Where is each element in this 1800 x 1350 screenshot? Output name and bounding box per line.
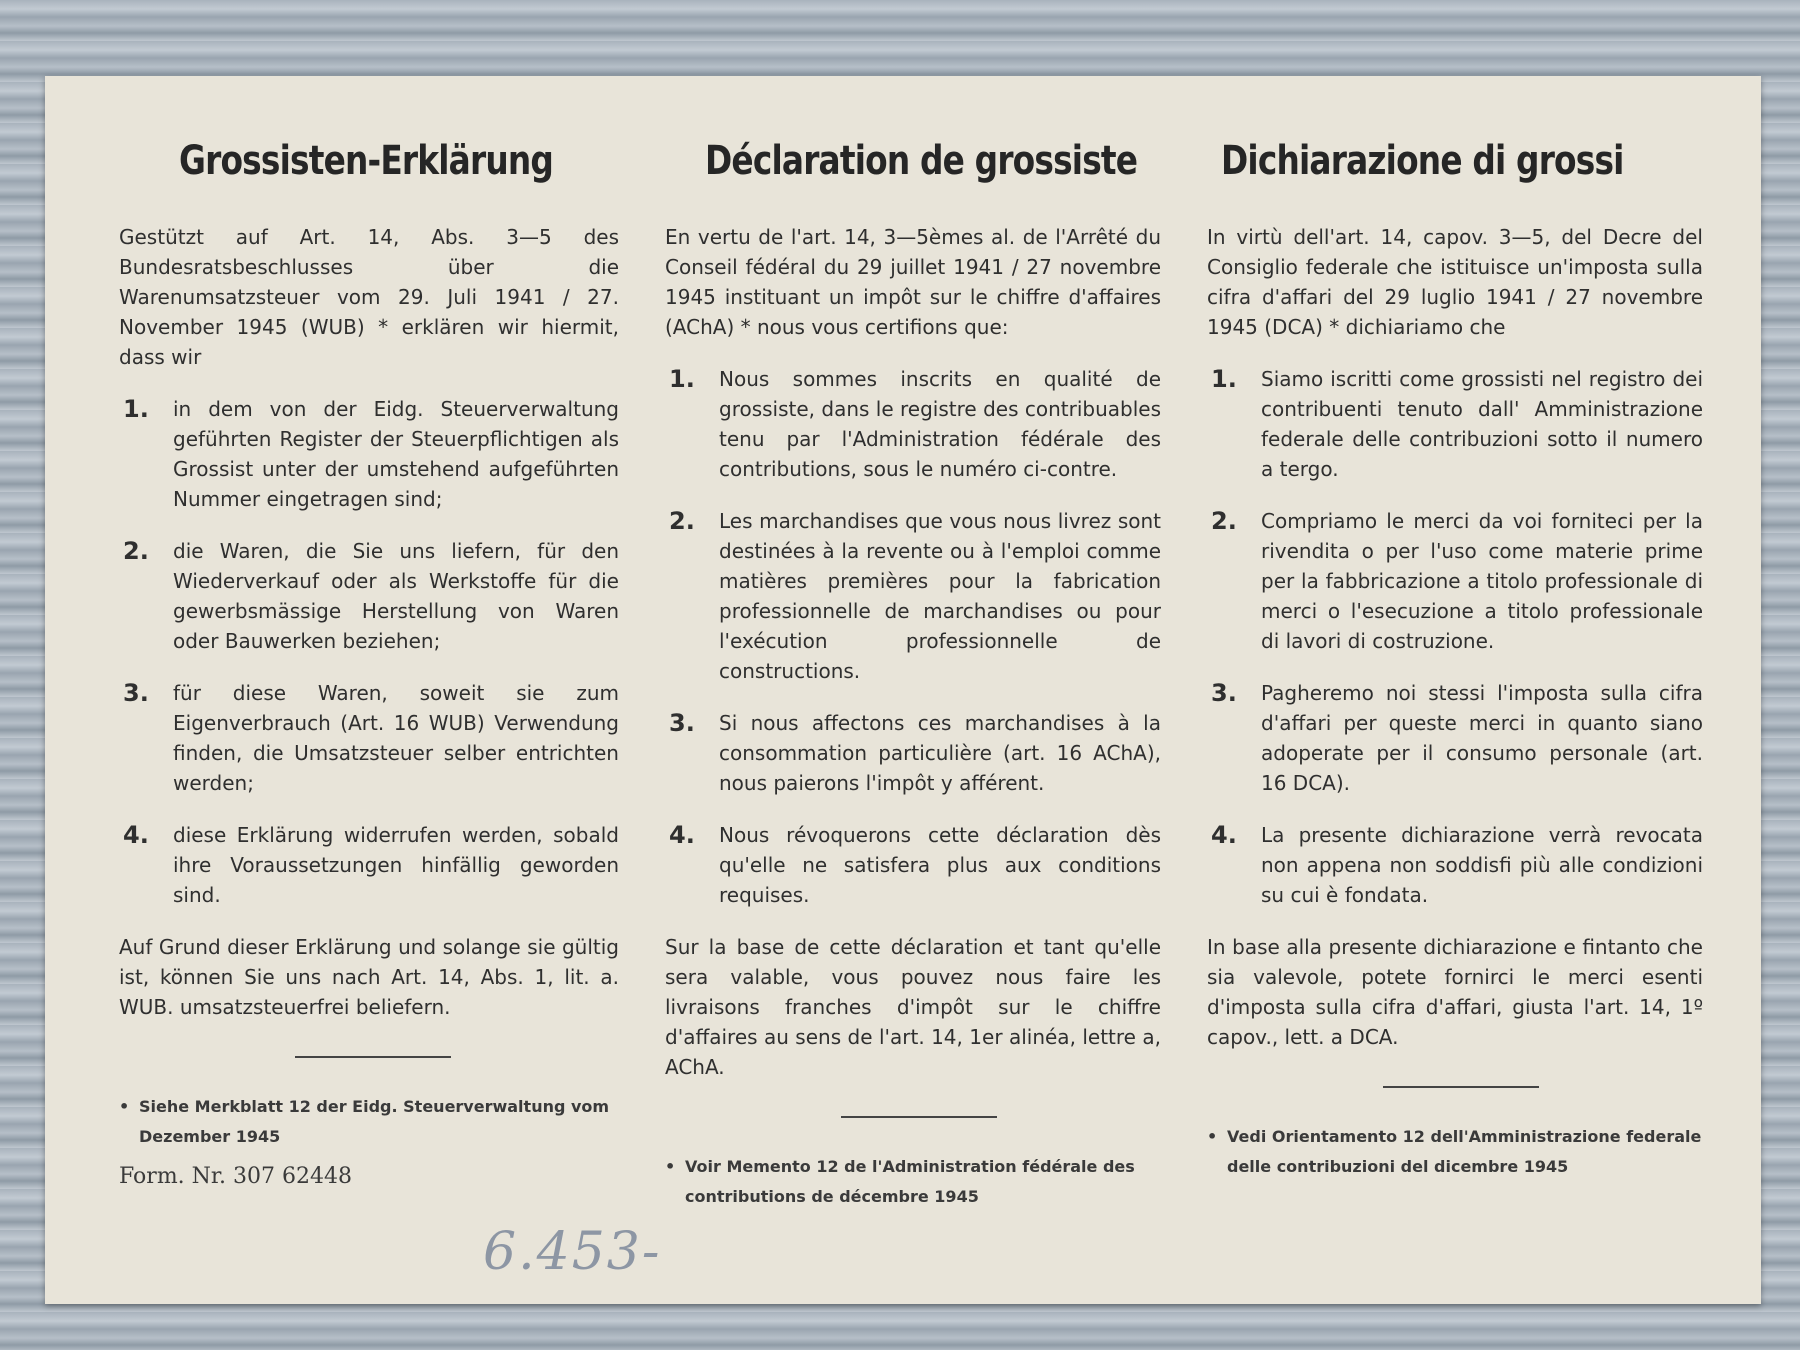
italian-item-1 [1207, 364, 1703, 484]
item-text: für diese Waren, soweit sie zum Eigenverbrauch (Art. 16 WUB) Verwendung finden, die Umsatzsteuer selber entrichten werden; [173, 681, 619, 795]
german-item-4 [119, 820, 619, 910]
italian-title: Dichiarazione di grossi [1221, 138, 1624, 184]
item-number: 2. [1211, 507, 1237, 535]
item-number: 3. [123, 679, 149, 707]
german-intro: Gestützt auf Art. 14, Abs. 3—5 des Bundesratsbeschlusses über die Warenumsatzsteuer vom 29. Juli 1941 / 27. November 1945 (WUB) * erklären wir hiermit, dass wir [119, 225, 619, 369]
italian-closing: In base alla presente dichiarazione e fintanto che sia valevole, potete fornirci le merci esenti d'imposta sulla cifra d'affari, giusta l'art. 14, 1º capov., lett. a DCA. [1207, 935, 1703, 1049]
french-item-2 [665, 506, 1161, 686]
item-text: La presente dichiarazione verrà revocata non appena non soddisfi più alle condizioni su cui è fondata. [1261, 823, 1703, 907]
italian-item-4 [1207, 820, 1703, 910]
french-closing: Sur la base de cette déclaration et tant qu'elle sera valable, vous pouvez nous faire les livraisons franches d'impôt sur le chiffre d'affaires au sens de l'art. 14, 1er alinéa, lettre a, AChA. [665, 935, 1161, 1079]
italian-column [1207, 138, 1703, 1182]
item-number: 4. [1211, 821, 1237, 849]
item-number: 2. [123, 537, 149, 565]
item-number: 1. [123, 395, 149, 423]
german-item-1 [119, 394, 619, 514]
divider [295, 1056, 451, 1058]
item-number: 3. [1211, 679, 1237, 707]
item-text: die Waren, die Sie uns liefern, für den Wiederverkauf oder als Werkstoffe für die gewerbsmässige Herstellung von Waren oder Bauwerken beziehen; [173, 539, 619, 653]
handwritten-number: 6.453- [483, 1222, 662, 1282]
item-number: 2. [669, 507, 695, 535]
footnote-marker: • [665, 1157, 676, 1176]
italian-item-2 [1207, 506, 1703, 656]
item-text: Nous révoquerons cette déclaration dès qu'elle ne satisfera plus aux conditions requises. [719, 823, 1161, 907]
german-closing: Auf Grund dieser Erklärung und solange sie gültig ist, können Sie uns nach Art. 14, Abs. 1, lit. a. WUB. umsatzsteuerfrei beliefern. [119, 935, 619, 1019]
french-footnote: • Voir Memento 12 de l'Administration fédérale des contributions de décembre 1945 [665, 1152, 1161, 1212]
item-text: Pagheremo noi stessi l'imposta sulla cifra d'affari per queste merci in quanto siano adoperate per il consumo personale (art. 16 DCA). [1261, 681, 1703, 795]
german-item-2 [119, 536, 619, 656]
italian-footnote: • Vedi Orientamento 12 dell'Amministrazione federale delle contribuzioni del dicembre 1945 [1207, 1122, 1703, 1182]
item-text: in dem von der Eidg. Steuerverwaltung geführten Register der Steuerpflichtigen als Grossist unter der umstehend aufgeführten Nummer eingetragen sind; [173, 397, 619, 511]
footnote-marker: • [1207, 1127, 1218, 1146]
item-number: 1. [1211, 365, 1237, 393]
form-number: Form. Nr. 307 62448 [119, 1164, 352, 1189]
german-title: Grossisten-Erklärung [179, 138, 554, 184]
german-item-3 [119, 678, 619, 798]
item-number: 4. [669, 821, 695, 849]
item-text: Siamo iscritti come grossisti nel registro dei contribuenti tenuto dall' Amministrazione federale delle contribuzioni sotto il numero a tergo. [1261, 367, 1703, 481]
item-number: 1. [669, 365, 695, 393]
german-column [119, 138, 619, 1152]
french-item-4 [665, 820, 1161, 910]
item-number: 3. [669, 709, 695, 737]
french-item-1 [665, 364, 1161, 484]
italian-item-3 [1207, 678, 1703, 798]
item-text: Nous sommes inscrits en qualité de grossiste, dans le registre des contribuables tenu par l'Administration fédérale des contributions, sous le numéro ci-contre. [719, 367, 1161, 481]
italian-intro: In virtù dell'art. 14, capov. 3—5, del Decre del Consiglio federale che istituisce un'imposta sulla cifra d'affari del 29 luglio 1941 / 27 novembre 1945 (DCA) * dichiariamo che [1207, 225, 1703, 339]
french-title: Déclaration de grossiste [705, 138, 1138, 184]
french-column [665, 138, 1161, 1212]
item-number: 4. [123, 821, 149, 849]
french-intro: En vertu de l'art. 14, 3—5èmes al. de l'Arrêté du Conseil fédéral du 29 juillet 1941 / 27 novembre 1945 instituant un impôt sur le chiffre d'affaires (AChA) * nous vous certifions que: [665, 225, 1161, 339]
german-footnote: • Siehe Merkblatt 12 der Eidg. Steuerverwaltung vom Dezember 1945 [119, 1092, 619, 1152]
divider [1383, 1086, 1539, 1088]
item-text: Compriamo le merci da voi forniteci per la rivendita o per l'uso come materie prime per la fabbricazione a titolo professionale di merci o l'esecuzione a titolo professionale di lavori di costruzione. [1261, 509, 1703, 653]
item-text: Si nous affectons ces marchandises à la consommation particulière (art. 16 AChA), nous paierons l'impôt y afférent. [719, 711, 1161, 795]
divider [841, 1116, 997, 1118]
declaration-card [45, 76, 1761, 1304]
item-text: diese Erklärung widerrufen werden, sobald ihre Voraussetzungen hinfällig geworden sind. [173, 823, 619, 907]
french-item-3 [665, 708, 1161, 798]
item-text: Les marchandises que vous nous livrez sont destinées à la revente ou à l'emploi comme matières premières pour la fabrication professionnelle de marchandises ou pour l'exécution professionnelle de constructions. [719, 509, 1161, 683]
footnote-marker: • [119, 1097, 130, 1116]
